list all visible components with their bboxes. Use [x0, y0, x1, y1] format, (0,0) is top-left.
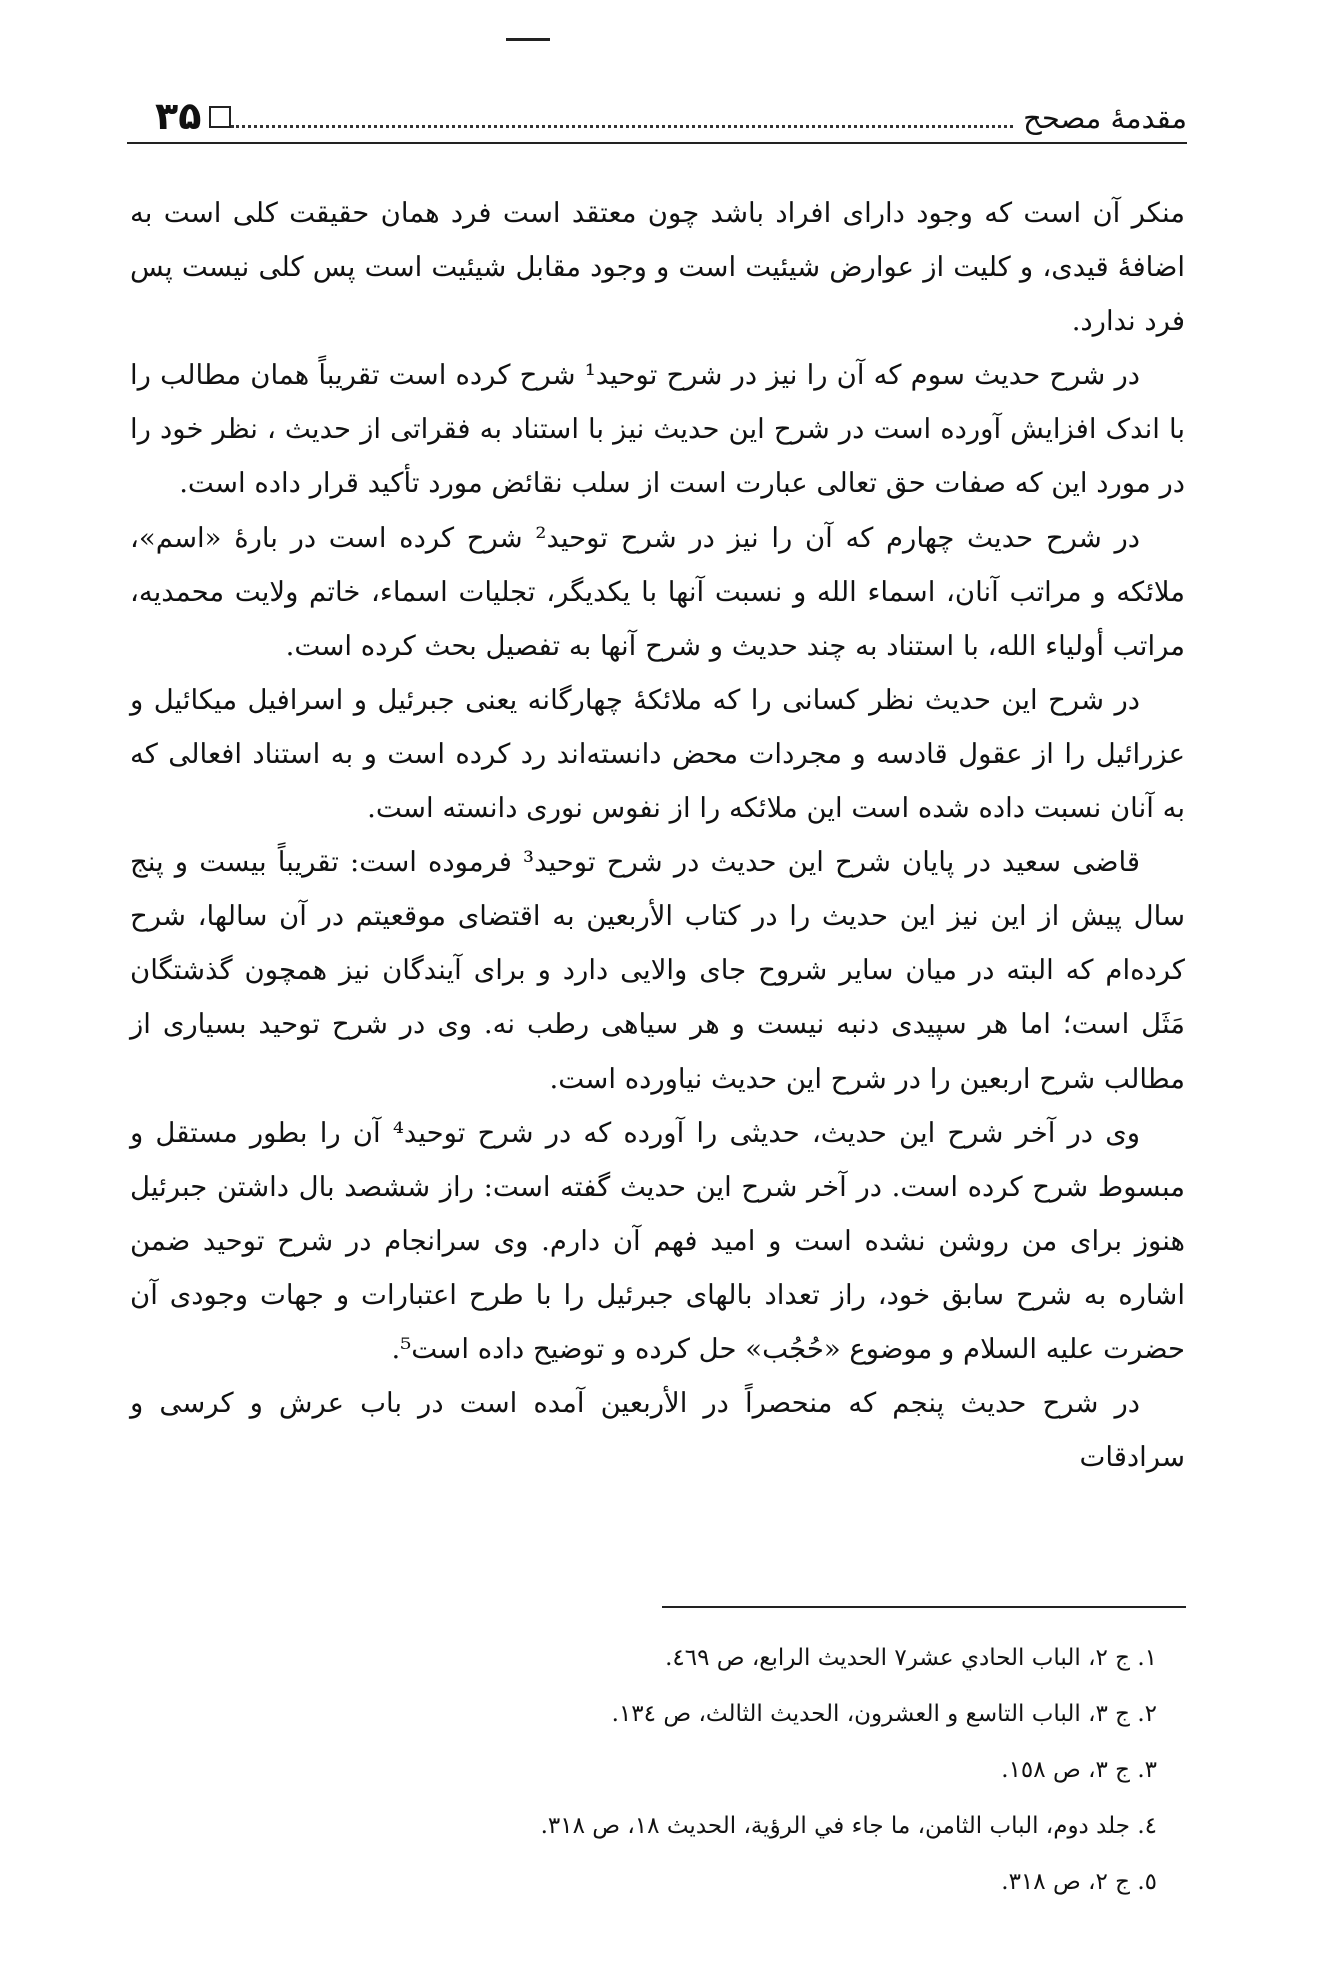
square-ornament-icon — [209, 106, 231, 128]
footnote: ٥. ج ۲، ص ٣١٨. — [1001, 1869, 1157, 1895]
footnote: ۱. ج ۲، الباب الحادي عشر۷ الحديث الرابع، ص ٤٦٩. — [665, 1645, 1157, 1671]
paragraph: در شرح حدیث چهارم که آن را نیز در شرح توحید² شرح کرده است در بارهٔ «اسم»، ملائکه و مراتب آنان، اسماء الله و نسبت آنها با یکدیگر، تجلیات اسماء، خاتم ولایت محمدیه، مراتب أولیاء الله، با استناد به چند حدیث و شرح آنها به تفصیل بحث کرده است. — [130, 521, 1185, 662]
header-title: مقدمهٔ مصحح — [1023, 101, 1187, 135]
footnotes — [300, 1630, 1157, 1910]
running-header — [127, 88, 1187, 138]
page-number: ۳۵ — [155, 94, 202, 138]
paragraph: در شرح این حدیث نظر کسانی را که ملائکهٔ چهارگانه یعنی جبرئیل و اسرافیل میکائیل و عزرائیل را از عقول قادسه و مجردات محض دانسته‌اند رد کرده است و به استناد افعالی که به آنان نسبت داده شده است این ملائکه را از نفوس نوری دانسته است. — [130, 683, 1185, 825]
paragraph: وی در آخر شرح این حدیث، حدیثی را آورده که در شرح توحید⁴ آن را بطور مستقل و مبسوط شرح کرده است. در آخر شرح این حدیث گفته است: راز ششصد بال داشتن جبرئیل هنوز برای من روشن نشده است و امید فهم آن دارم. وی سرانجام در شرح توحید ضمن اشاره به شرح سابق خود، راز تعداد بالهای جبرئیل را با طرح اعتبارات و جهات وجودی آن حضرت علیه السلام و موضوع «حُجُب» حل کرده و توضیح داده است⁵. — [130, 1116, 1185, 1365]
footnote: ۳. ج ۳، ص ١٥٨. — [1001, 1757, 1157, 1783]
header-dot-leader — [231, 124, 1013, 128]
footnote-separator — [662, 1606, 1186, 1608]
header-rule — [127, 142, 1187, 144]
paragraph: در شرح حدیث سوم که آن را نیز در شرح توحید¹ شرح کرده است تقریباً همان مطالب را با اندک افزایش آورده است در شرح این حدیث نیز با استناد به فقراتی از حدیث ، نظر خود را در مورد این که صفات حق تعالی عبارت است از سلب نقائض مورد تأکید قرار داده است. — [130, 359, 1185, 500]
paragraph: قاضی سعید در پایان شرح این حدیث در شرح توحید³ فرموده است: تقریباً بیست و پنج سال پیش از این نیز این حدیث را در کتاب الأربعین به اقتضای موقعیتم در آن سالها، شرح کرده‌ام که البته در میان سایر شروح جای والایی دارد و برای آیندگان نیز همچون گذشتگان مَثَل است؛ اما هر سپیدی دنبه نیست و هر سیاهی رطب نه. وی در شرح توحید بسیاری از مطالب شرح اربعین را در شرح این حدیث نیاورده است. — [130, 846, 1185, 1095]
body-text — [130, 186, 1185, 1484]
paragraph: منکر آن است که وجود دارای افراد باشد چون معتقد است فرد همان حقیقت کلی است به اضافهٔ قیدی، و کلیت از عوارض شیئیت است و وجود مقابل شیئیت است پس کلی نیست پس فرد ندارد. — [130, 197, 1185, 338]
paragraph: در شرح حدیث پنجم که منحصراً در الأربعین آمده است در باب عرش و کرسی و سرادقات — [130, 1387, 1185, 1474]
top-crop-mark — [506, 38, 550, 41]
page-number-group — [127, 94, 231, 138]
footnote: ٤. جلد دوم، الباب الثامن، ما جاء في الرؤية، الحديث ١٨، ص ٣١٨. — [540, 1813, 1157, 1839]
footnote: ۲. ج ۳، الباب التاسع و العشرون، الحديث الثالث، ص ١٣٤. — [611, 1701, 1157, 1727]
